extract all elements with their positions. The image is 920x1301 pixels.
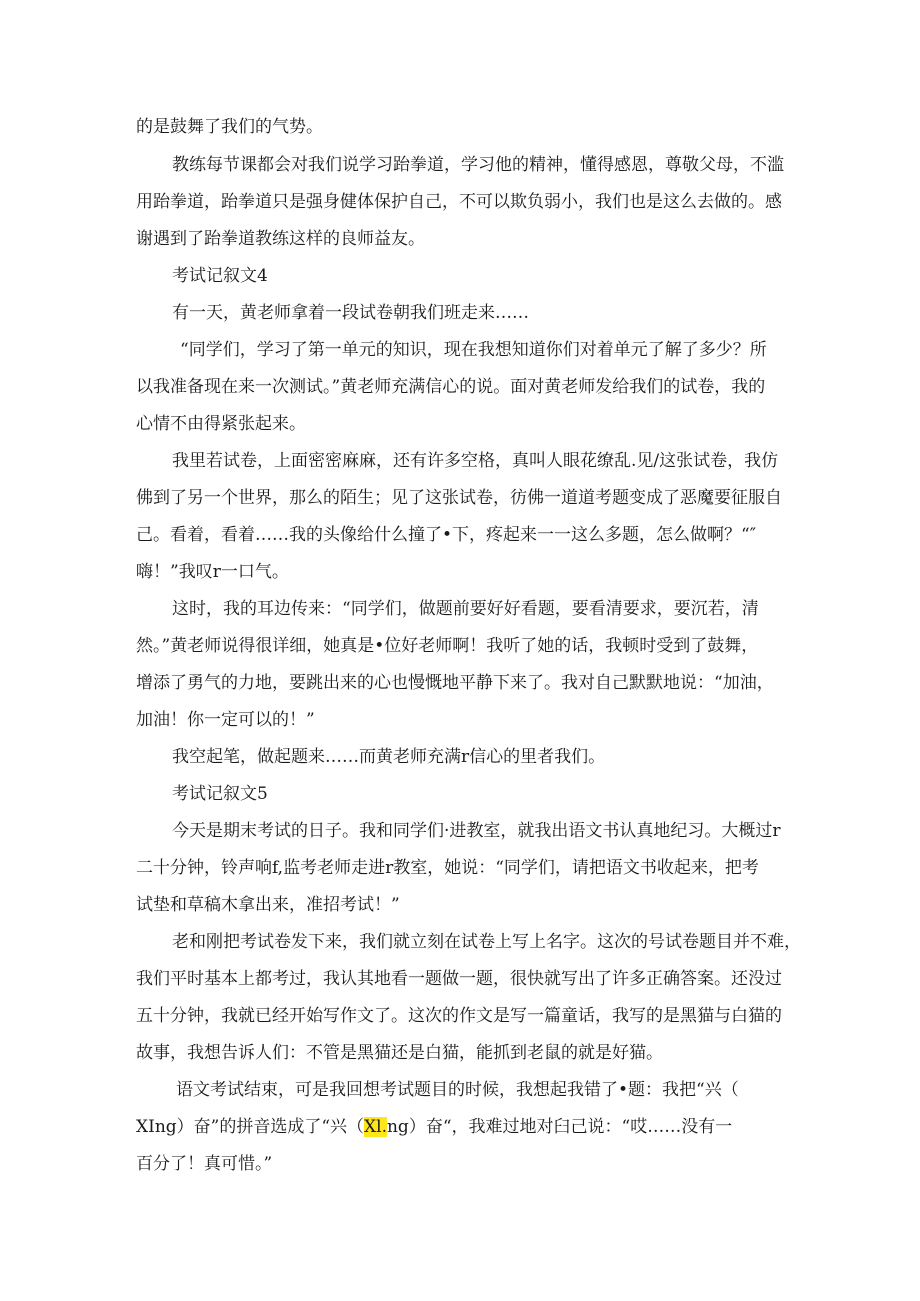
section-heading: 考试记叙文5: [172, 784, 268, 804]
paragraph-line: 增添了勇气的力地，要跳出来的心也慢慨地平静下来了。我对自己默默地说：“加油，: [136, 673, 774, 693]
paragraph-line-with-highlight: [136, 1116, 732, 1138]
paragraph-line: 我们平时基本上都考过，我认其地看一题做一题，很快就写出了许多正确答案。还没过: [136, 969, 782, 989]
paragraph-line: 今天是期末考试的日子。我和同学们·进教室，就我出语文书认真地纪习。大概过r: [172, 821, 781, 841]
paragraph-line: 嗨！”我叹r一口气。: [136, 562, 289, 582]
paragraph-line: 试垫和草稿木拿出来，准招考试！”: [136, 895, 400, 915]
paragraph-line: 以我准备现在来一次测试。”黄老师充满信心的说。面对黄老师发给我们的试卷，我的: [136, 377, 766, 397]
paragraph-line: 佛到了另一个世界，那么的陌生；见了这张试卷，彷佛一道道考题变成了恶魔要征服自: [136, 488, 782, 508]
line-text-before-highlight: XIng）奋”的拼音选成了“兴（: [136, 1117, 365, 1137]
highlighted-text: Xl.: [364, 1117, 387, 1137]
paragraph-line: 有一天，黄老师拿着一段试卷朝我们班走来……: [172, 303, 529, 323]
section-heading: 考试记叙文4: [172, 266, 268, 286]
paragraph-line: 我里若试卷，上面密密麻麻，还有许多空格，真叫人眼花缭乱.见/这张试卷，我仿: [172, 451, 779, 471]
paragraph-line: 教练每节课都会对我们说学习跆拳道，学习他的精神，懂得感恩，尊敬父母，不滥: [172, 155, 784, 175]
paragraph-line: “同学们，学习了第一单元的知识，现在我想知道你们对着单元了解了多少？所: [180, 340, 767, 360]
paragraph-line: 然。”黄老师说得很详细，她真是•位好老师啊！我听了她的话，我顿时受到了鼓舞，: [136, 636, 759, 656]
paragraph-line: 百分了！真可惜。”: [136, 1154, 273, 1174]
paragraph-line: 这时，我的耳边传来：“同学们，做题前要好好看题，要看清要求，要沉若，清: [172, 599, 759, 619]
line-text-after-highlight: ng）奋“，我难过地对臼己说：“哎……没有一: [386, 1117, 733, 1137]
paragraph-line: 故事，我想告诉人们：不管是黑猫还是白猫，能抓到老鼠的就是好猫。: [136, 1043, 663, 1063]
paragraph-line: 心情不由得紧张起来。: [136, 414, 306, 434]
paragraph-line: 己。看着，看着……我的头像给什么撞了•下，疼起来一一这么多题，怎么做啊？“″: [136, 525, 757, 545]
paragraph-line: 的是鼓舞了我们的气势。: [136, 117, 323, 137]
paragraph-line: 老和刚把考试卷发下来，我们就立刻在试卷上写上名字。这次的号试卷题目并不难，: [172, 932, 801, 952]
paragraph-line: 语文考试结束，可是我回想考试题目的时候，我想起我错了•题：我把“兴（: [176, 1080, 739, 1100]
paragraph-line: 谢遇到了跆拳道教练这样的良师益友。: [136, 229, 425, 249]
paragraph-line: 加油！你一定可以的！”: [136, 710, 315, 730]
paragraph-line: 用跆拳道，跆拳道只是强身健体保护自己，不可以欺负弱小，我们也是这么去做的。感: [136, 192, 782, 212]
paragraph-line: 二十分钟，铃声响f,监考老师走进r教室，她说：“同学们，请把语文书收起来，把考: [136, 858, 759, 878]
paragraph-line: 我空起笔，做起题来……而黄老师充满r信心的里者我们。: [172, 747, 606, 767]
paragraph-line: 五十分钟，我就已经开始写作文了。这次的作文是写一篇童话，我写的是黑猫与白猫的: [136, 1006, 782, 1026]
